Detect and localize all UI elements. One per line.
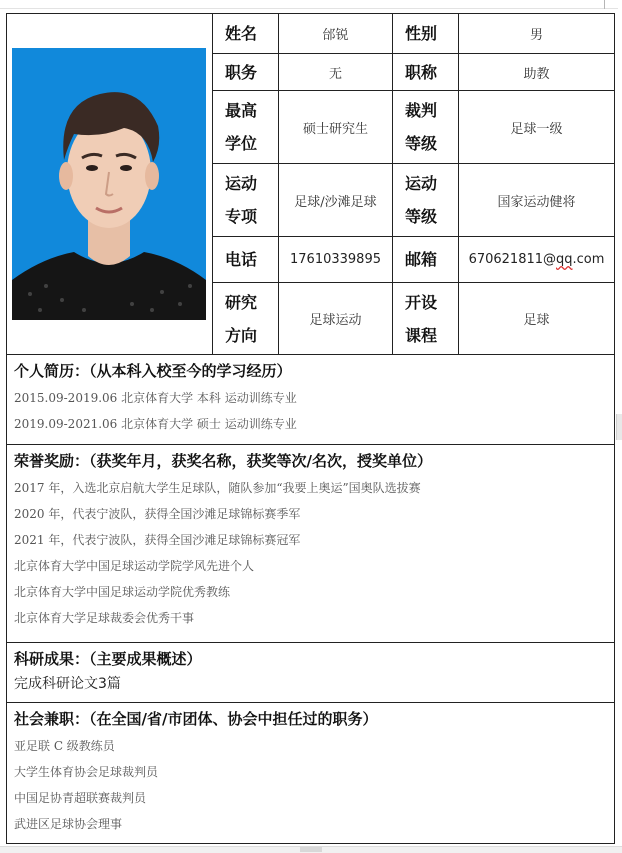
social-line: 中国足协青超联赛裁判员 (14, 791, 147, 805)
award-line: 2021 年，代表宁波队，获得全国沙滩足球锦标赛冠军 (14, 533, 301, 547)
degree-value[interactable]: 硕士研究生 (279, 91, 393, 164)
email-label: 邮箱 (393, 237, 459, 283)
resume-line: 2019.09-2021.06 北京体育大学 硕士 运动训练专业 (14, 417, 297, 431)
profile-photo (12, 48, 206, 320)
profile-table (6, 13, 615, 844)
referee-label (393, 91, 459, 164)
gender-label: 性别 (393, 14, 459, 54)
top-ruler (0, 8, 618, 9)
sport-value[interactable]: 足球/沙滩足球 (279, 164, 393, 237)
gender-value[interactable]: 男 (459, 14, 615, 54)
award-line: 北京体育大学中国足球运动学院学风先进个人 (14, 559, 255, 573)
research-results-title: 科研成果：（主要成果概述） (14, 650, 202, 668)
research-label-line1: 研究 (225, 292, 258, 312)
email-domain: qq (556, 252, 573, 267)
research-label-line2: 方向 (225, 325, 258, 345)
referee-label-line2: 等级 (405, 134, 438, 153)
course-label-line1: 开设 (405, 292, 438, 312)
sport-level-label-line2: 等级 (405, 207, 438, 226)
sport-level-label-line1: 运动 (405, 174, 438, 193)
position-label: 职务 (213, 54, 279, 91)
sport-label (213, 164, 279, 237)
phone-value[interactable]: 17610339895 (279, 237, 393, 283)
email-prefix: 670621811@ (468, 252, 557, 267)
research-label (213, 283, 279, 355)
portrait-image (12, 48, 206, 320)
awards-title: 荣誉奖励：（获奖年月，获奖名称，获奖等次/名次，授奖单位） (14, 452, 432, 470)
referee-label-line1: 裁判 (405, 101, 438, 120)
resume-title: 个人简历：（从本科入校至今的学习经历） (14, 362, 292, 380)
resume-line: 2015.09-2019.06 北京体育大学 本科 运动训练专业 (14, 391, 297, 405)
social-section[interactable] (7, 703, 615, 844)
award-line: 2017 年，入选北京启航大学生足球队，随队参加“我要上奥运”国奥队选拔赛 (14, 481, 421, 495)
name-value[interactable]: 邰锐 (279, 14, 393, 54)
degree-label-line1: 最高 (225, 101, 258, 120)
degree-label (213, 91, 279, 164)
name-label: 姓名 (213, 14, 279, 54)
ruler-marker[interactable] (604, 0, 605, 9)
award-line: 北京体育大学足球裁委会优秀干事 (14, 611, 195, 625)
sport-level-label (393, 164, 459, 237)
award-line: 北京体育大学中国足球运动学院优秀教练 (14, 585, 231, 599)
scrollbar-thumb[interactable] (616, 414, 622, 440)
course-value[interactable]: 足球 (459, 283, 615, 355)
award-line: 2020 年，代表宁波队，获得全国沙滩足球锦标赛季军 (14, 507, 301, 521)
awards-section[interactable] (7, 445, 615, 643)
title-label: 职称 (393, 54, 459, 91)
referee-value[interactable]: 足球一级 (459, 91, 615, 164)
photo-cell (7, 14, 213, 355)
sport-label-line2: 专项 (225, 207, 258, 226)
phone-label: 电话 (213, 237, 279, 283)
social-title: 社会兼职：（在全国/省/市团体、协会中担任过的职务） (14, 710, 378, 728)
research-results-section[interactable] (7, 643, 615, 703)
course-label (393, 283, 459, 355)
research-value[interactable]: 足球运动 (279, 283, 393, 355)
course-label-line2: 课程 (405, 325, 438, 345)
social-line: 武进区足球协会理事 (14, 817, 123, 831)
social-line: 大学生体育协会足球裁判员 (14, 765, 159, 779)
bottom-bar-mark (300, 847, 322, 852)
resume-section[interactable] (7, 355, 615, 445)
sport-label-line1: 运动 (225, 174, 258, 193)
email-suffix: .com (572, 252, 605, 267)
social-line: 亚足联 C 级教练员 (14, 739, 115, 753)
research-results-line: 完成科研论文3篇 (14, 676, 121, 692)
degree-label-line2: 学位 (225, 134, 258, 153)
position-value[interactable]: 无 (279, 54, 393, 91)
sport-level-value[interactable]: 国家运动健将 (459, 164, 615, 237)
title-value[interactable]: 助教 (459, 54, 615, 91)
email-value[interactable] (459, 237, 615, 283)
